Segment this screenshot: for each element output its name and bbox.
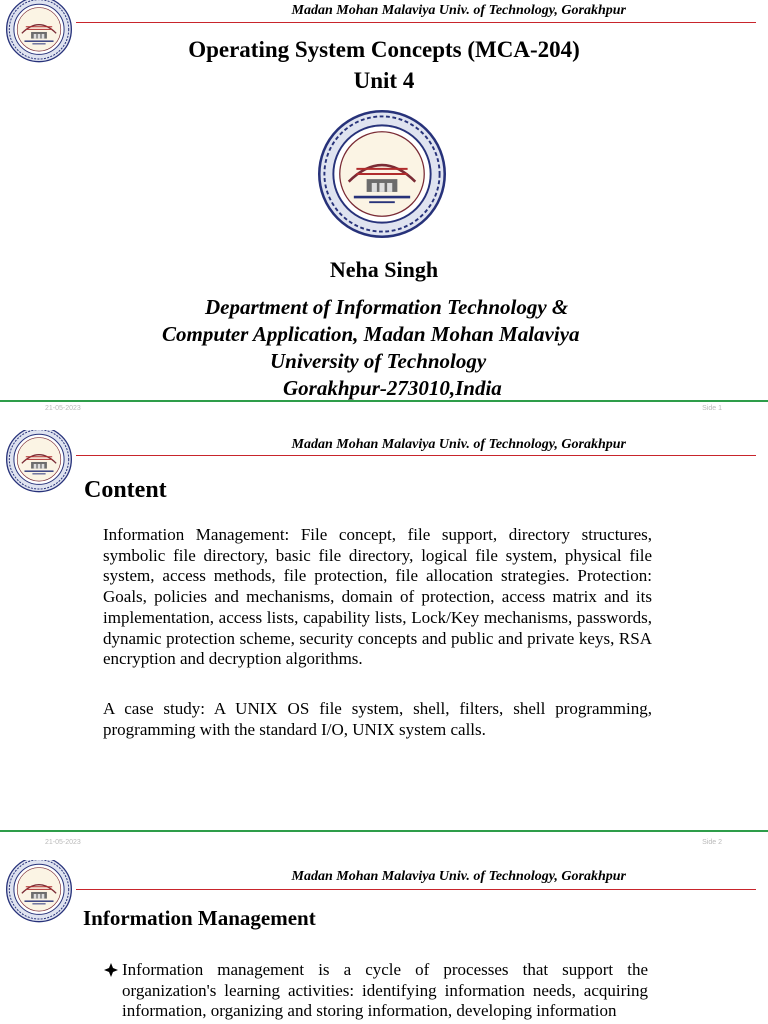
bullet-text: Information management is a cycle of processes that support the organization's learning activities: identifying information needs, acquiring information, organizing and storing information, developing information (122, 960, 648, 1021)
university-seal-icon (2, 430, 76, 496)
slide-3 (0, 860, 768, 1024)
content-paragraph-1: Information Management: File concept, file support, directory structures, symbolic file directory, basic file directory, logical file system, physical file system, access methods, file protection, file allocation strategies. Protection: Goals, policies and mechanisms, domain of protection, access matrix and its implementation, access lists, capability lists, Lock/Key mechanisms, passwords, dynamic protection scheme, security concepts and public and private keys, RSA encryption and decryption algorithms. (103, 525, 652, 669)
footer-rule (0, 400, 768, 402)
footer-slide-number: Side 1 (702, 405, 722, 412)
header-rule (76, 455, 756, 456)
header-university-name: Madan Mohan Malaviya Univ. of Technology, Gorakhpur (291, 437, 626, 452)
header-rule (76, 889, 756, 890)
header-rule (76, 22, 756, 23)
slide-1 (0, 0, 768, 405)
department-line-3: University of Technology (270, 349, 487, 373)
slide-2 (0, 430, 768, 835)
diamond-bullet-icon (103, 962, 119, 978)
header-university-name: Madan Mohan Malaviya Univ. of Technology, Gorakhpur (291, 3, 626, 18)
content-heading: Content (84, 477, 167, 503)
slide-title: Operating System Concepts (MCA-204) (188, 37, 580, 62)
department-line-2: Computer Application, Madan Mohan Malaviya (162, 322, 580, 346)
section-heading: Information Management (83, 906, 316, 930)
department-line-4: Gorakhpur-273010,India (283, 376, 502, 400)
footer-slide-number: Side 2 (702, 839, 722, 846)
content-paragraph-2: A case study: A UNIX OS file system, shell, filters, shell programming, programming with the standard I/O, UNIX system calls. (103, 699, 652, 739)
bullet-item (103, 960, 648, 1022)
header-university-name: Madan Mohan Malaviya Univ. of Technology, Gorakhpur (291, 869, 626, 884)
footer-date: 21-05-2023 (45, 839, 81, 846)
university-seal-icon (2, 860, 76, 926)
slide-subtitle: Unit 4 (353, 68, 415, 93)
author-name: Neha Singh (329, 257, 439, 282)
footer-rule (0, 830, 768, 832)
department-line-1: Department of Information Technology & (205, 295, 569, 319)
university-seal-large-icon (318, 110, 446, 238)
footer-date: 21-05-2023 (45, 405, 81, 412)
